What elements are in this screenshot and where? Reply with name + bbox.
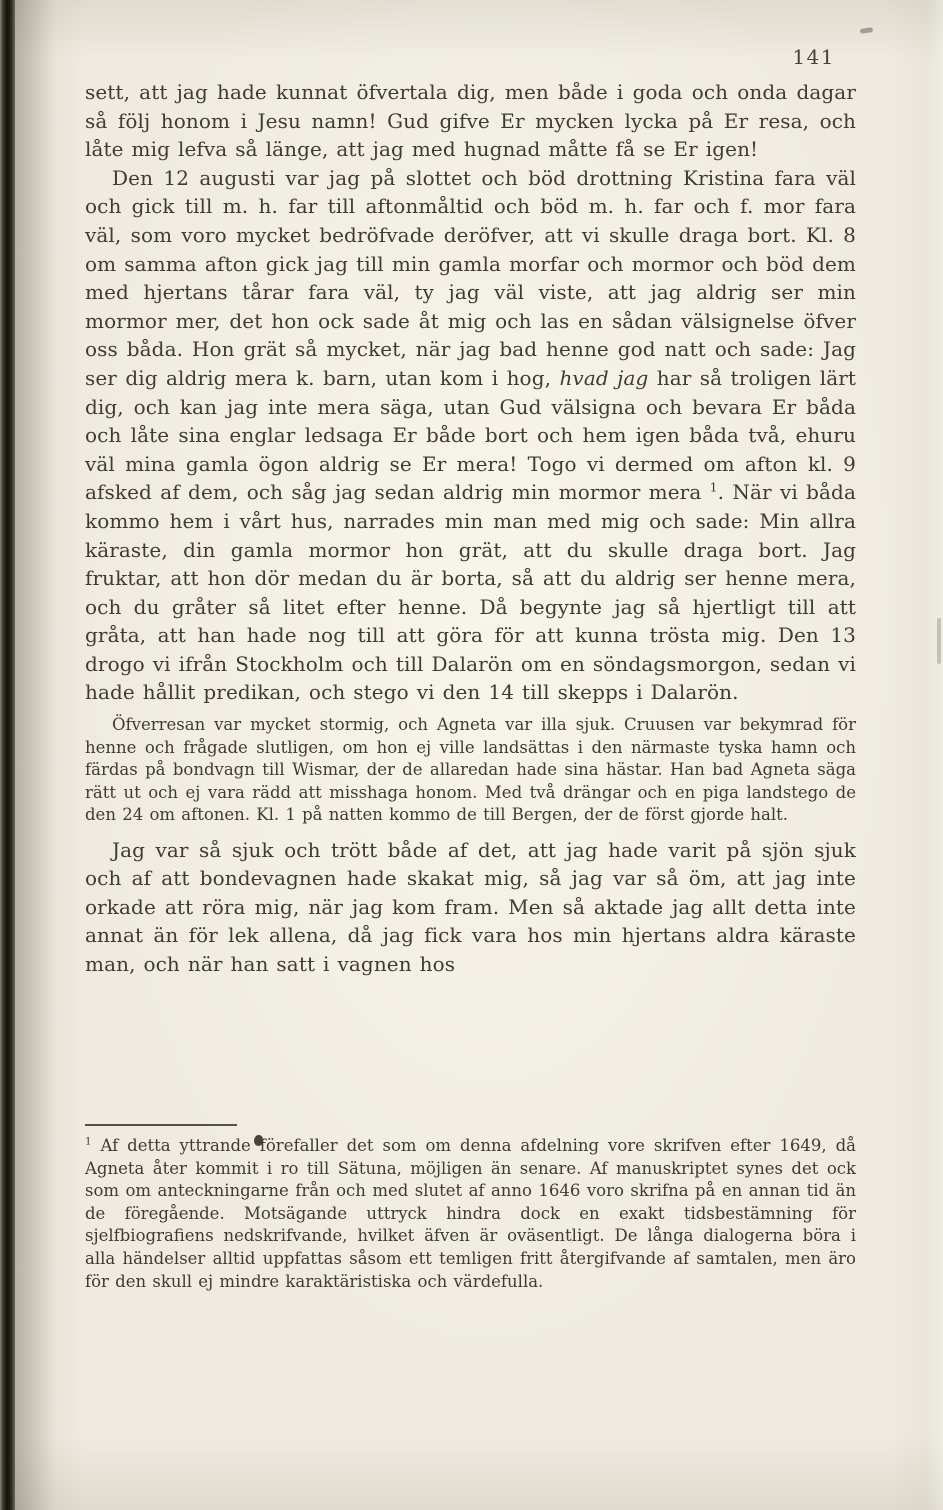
text-run-italic: hvad jag — [559, 365, 649, 390]
paragraph-journey — [85, 836, 856, 979]
binding-inner-shadow — [15, 0, 55, 1510]
text-run: har så troligen lärt dig, och kan jag inte mera säga, utan Gud välsigna och bevara Er båda och låte sina englar ledsaga Er både bort och hem igen båda två, ehuru väl mina gamla ögon aldrig se Er mera! Togo vi dermed om afton kl. 9 afsked af dem, och såg jag sedan aldrig min mormor mera — [85, 365, 857, 505]
text-run-sup: 1 — [709, 479, 718, 495]
text-run: Öfverresan var mycket stormig, och Agneta var illa sjuk. Cruusen var bekymrad för henne och frågade slutligen, om hon ej ville landsättas i den närmaste tyska hamn och färdas på bondvagn till Wismar, der de allaredan hade sina hästar. Han bad Agneta säga rätt ut och ej vara rädd att misshaga honom. Med två drängar och en piga landstego de den 24 om aftonen. Kl. 1 på natten kommo de till Bergen, der de först gjorde halt. — [85, 715, 856, 825]
text-run: Jag var så sjuk och trött både af det, att jag hade varit på sjön sjuk och af att bondevagnen hade skakat mig, så jag var så öm, att jag inte orkade att röra mig, när jag kom fram. Men så aktade jag allt detta inte annat än för lek allena, då jag fick vara hos min hjertans aldra käraste man, och när han satt i vagnen hos — [85, 837, 856, 976]
text-run: Den 12 augusti var jag på slottet och böd drottning Kristina fara väl och gick till m. h. far till aftonmåltid och böd m. h. far och f. mor fara väl, som voro mycket bedröfvade deröfver, att vi skulle draga bort. Kl. 8 om samma afton gick jag till min gamla morfar och mormor och böd dem med hjertans tårar fara väl, ty jag väl viste, att jag aldrig ser min mormor mer, det hon ock sade åt mig och las en sådan välsignelse öfver oss båda. Hon grät så mycket, när jag bad henne god natt och sade: Jag ser dig aldrig mera k. barn, utan kom i hog, — [85, 165, 856, 390]
main-text-block — [85, 78, 856, 979]
scan-blemish — [860, 27, 874, 34]
paragraph-continuation — [85, 78, 856, 164]
page-right-edge — [925, 0, 943, 1510]
paragraph-farewell — [85, 164, 856, 707]
footnote-rule — [85, 1124, 237, 1126]
page-number: 141 — [792, 45, 835, 69]
editorial-note-petit — [85, 714, 856, 827]
text-run: sett, att jag hade kunnat öfvertala dig, men både i goda och onda dagar så följ honom i Jesu namn! Gud gifve Er mycken lycka på Er resa, och låte mig lefva så länge, att jag med hugnad måtte få se Er igen! — [85, 80, 856, 162]
scan-blemish — [937, 618, 941, 664]
binding-edge — [0, 0, 15, 1510]
text-run-sup: 1 — [85, 1136, 92, 1148]
text-run: Af detta yttrande förefaller det som om denna afdelning vore skrifven efter 1649, då Agneta åter kommit i ro till Sätuna, möjligen än senare. Af manuskriptet synes det ock som om anteckningarne från och med slutet af anno 1646 voro skrifna på en annan tid än de föregående. Motsägande uttryck hindra dock en exakt tidsbestämning för sjelfbiografiens nedskrifvande, hvilket äfven är oväsentligt. De långa dialogerna böra i alla händelser alltid uppfattas såsom ett temligen fritt återgifvande af samtalen, men äro för den skull ej mindre karaktäristiska och värdefulla. — [85, 1136, 856, 1291]
footnote-text — [85, 1135, 856, 1293]
footnote-block — [85, 1124, 856, 1293]
text-run: . När vi båda kommo hem i vårt hus, narrades min man med mig och sade: Min allra käraste, din gamla mormor hon grät, att du skulle draga bort. Jag fruktar, att hon dör medan du är borta, så att du aldrig ser henne mera, och du gråter så litet efter henne. Då begynte jag så hjertligt till att gråta, att han hade nog till att göra för att kunna trösta mig. Den 13 drogo vi ifrån Stockholm och till Dalarön om en söndagsmorgon, sedan vi hade hållit predikan, och stego vi den 14 till skepps i Dalarön. — [85, 480, 856, 705]
